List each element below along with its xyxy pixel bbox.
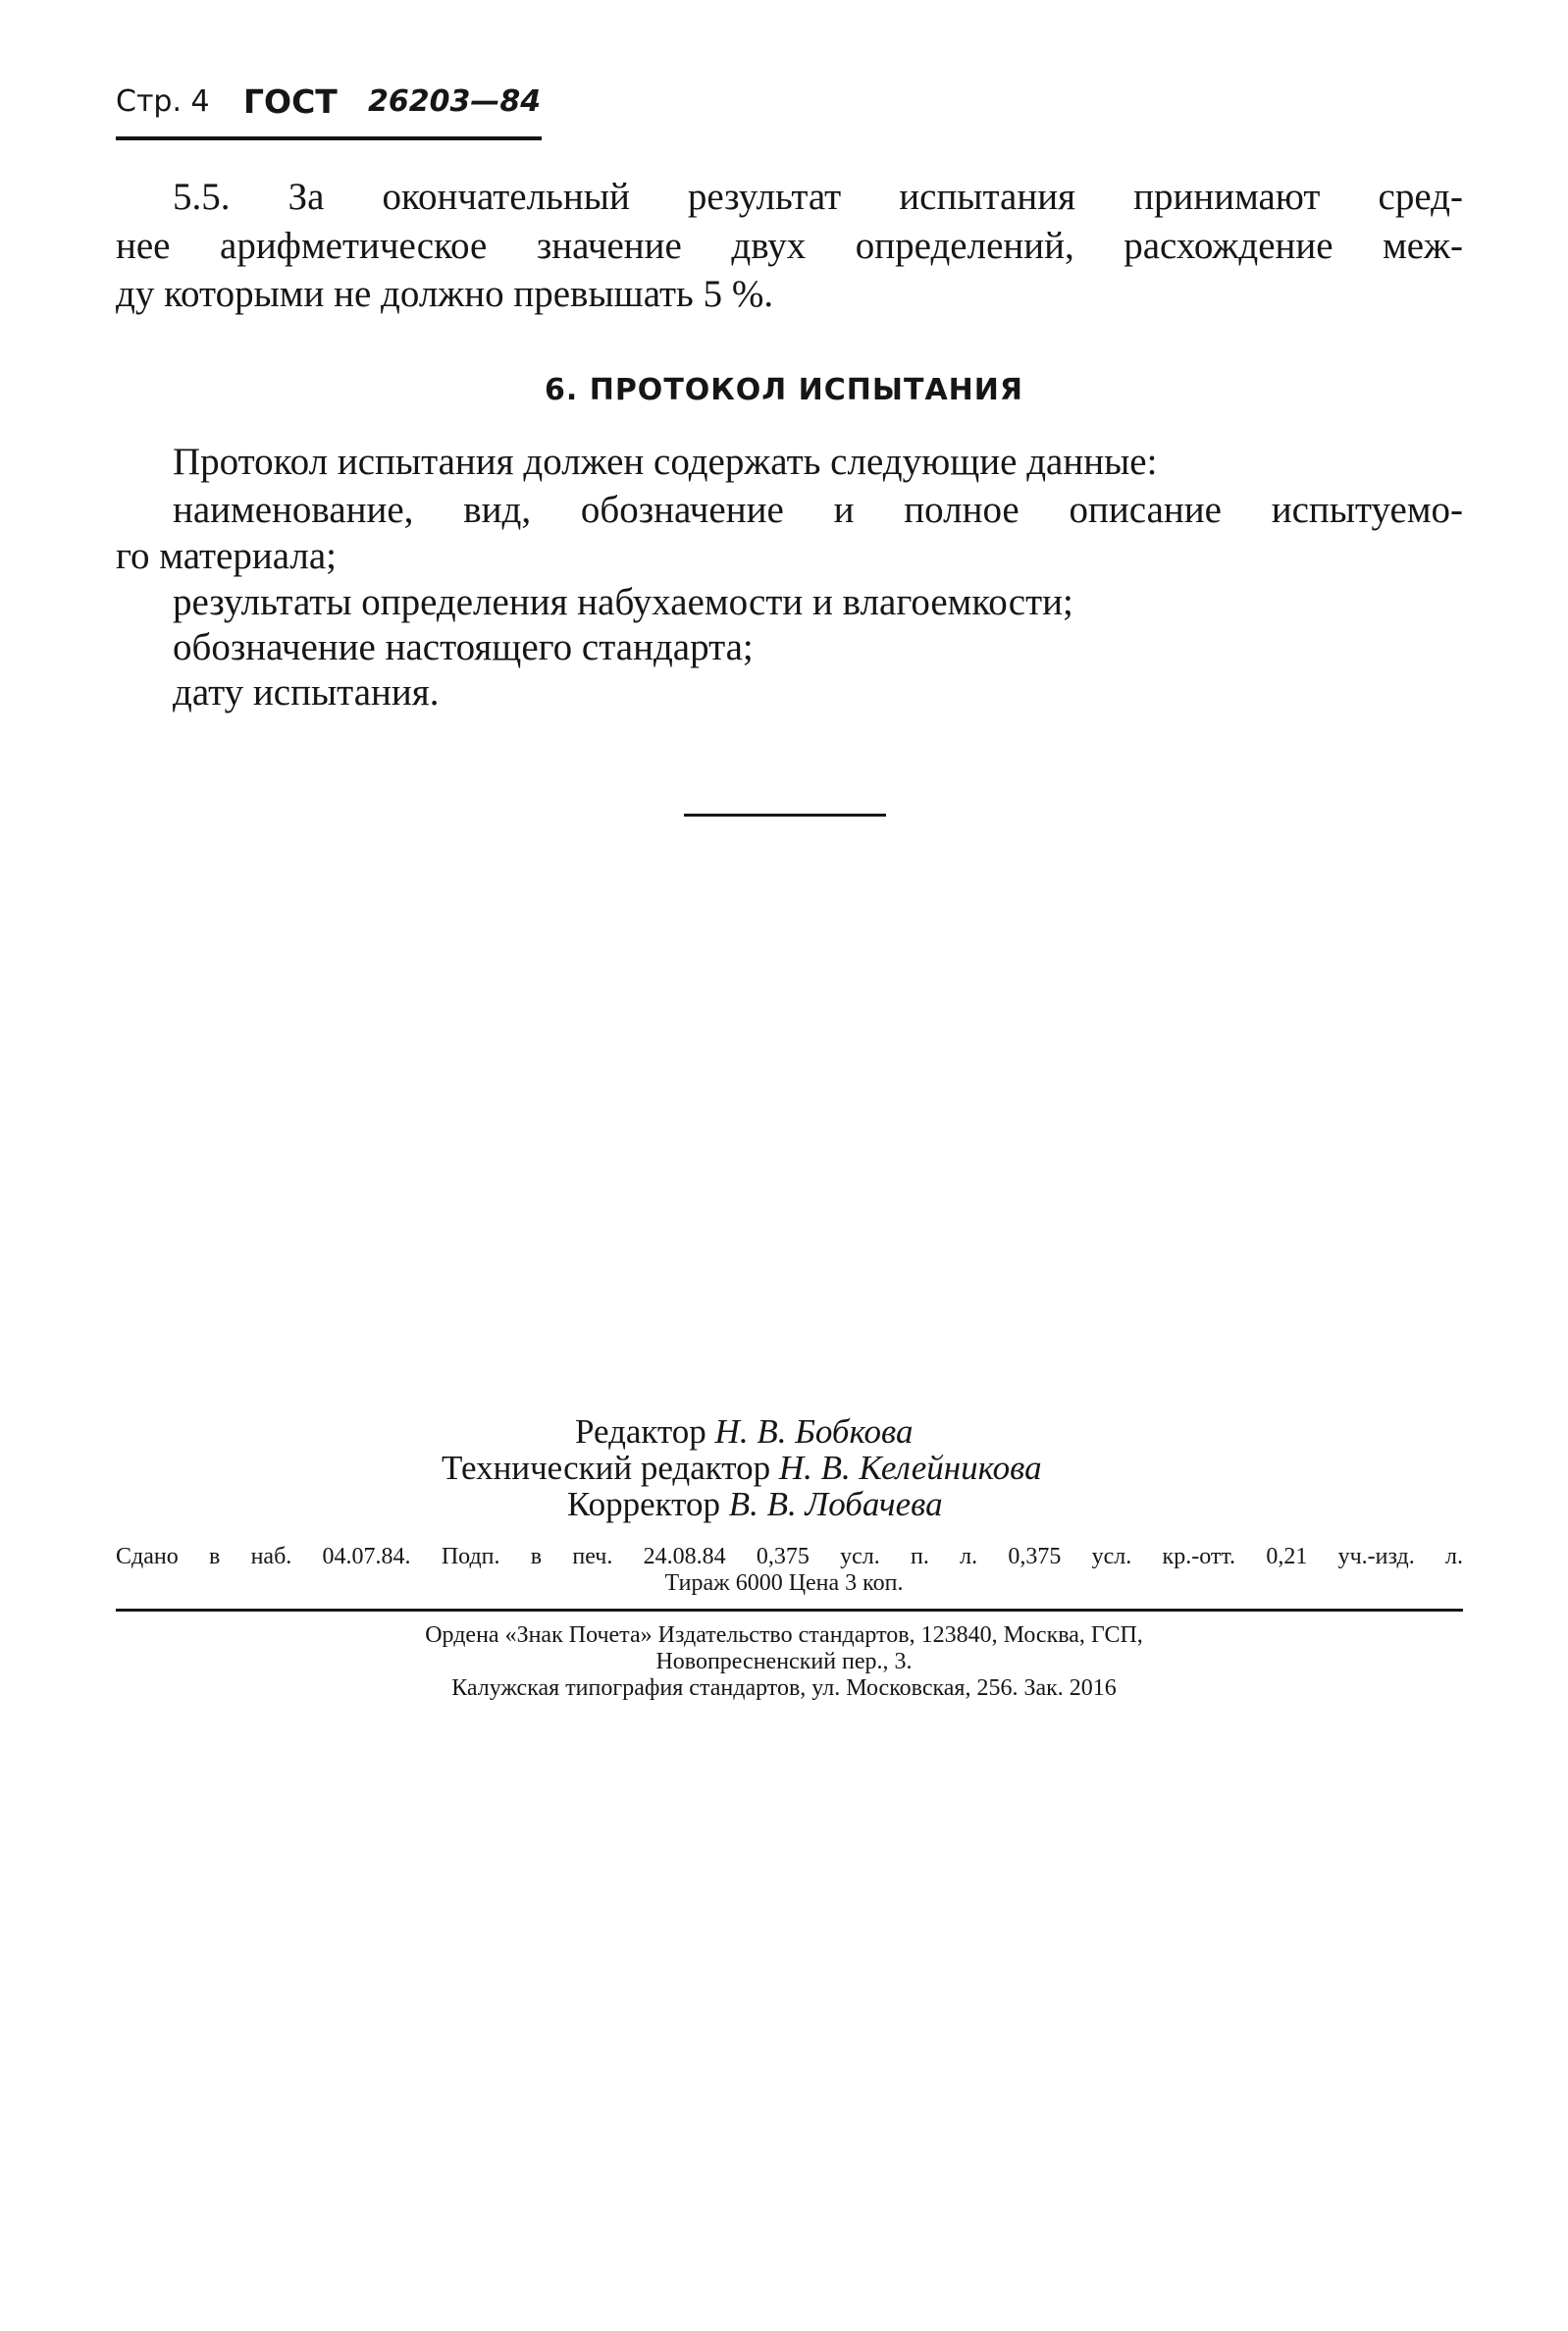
standard-number: 26203—84	[368, 84, 542, 119]
credit-person: В. В. Лобачева	[728, 1485, 943, 1523]
credit-role: Корректор	[567, 1485, 721, 1523]
imprint-publisher-line-2: Новопресненский пер., 3.	[655, 1649, 913, 1674]
clause-5-5-line-2: нее арифметическое значение двух определений, расхождение меж-	[116, 225, 1463, 267]
clause-5-5-line-3: ду которыми не должно превышать 5 %.	[116, 273, 774, 315]
header-rule	[116, 136, 542, 140]
imprint-publisher-line-1: Ордена «Знак Почета» Издательство стандартов, 123840, Москва, ГСП,	[425, 1622, 1143, 1648]
credit-editor	[575, 1413, 913, 1450]
protocol-item-4: дату испытания.	[173, 671, 440, 714]
protocol-item-1-line-2: го материала;	[116, 535, 337, 577]
standard-label: ГОСТ	[243, 82, 338, 121]
credit-role: Редактор	[575, 1412, 706, 1451]
clause-5-5-line-1: 5.5. За окончательный результат испытания принимают сред-	[173, 176, 1463, 218]
credit-role: Технический редактор	[442, 1449, 771, 1487]
credit-tech-editor	[442, 1450, 1042, 1486]
protocol-item-1-line-1: наименование, вид, обозначение и полное описание испытуемо-	[173, 489, 1463, 531]
imprint-rule	[116, 1609, 1463, 1612]
page-number: Стр. 4	[116, 84, 210, 119]
section-title: 6. ПРОТОКОЛ ИСПЫТАНИЯ	[545, 373, 1023, 407]
section-end-rule	[684, 814, 886, 817]
protocol-item-2: результаты определения набухаемости и влагоемкости;	[173, 581, 1073, 623]
credit-proofreader	[567, 1486, 943, 1522]
imprint-circulation: Тираж 6000 Цена 3 коп.	[664, 1570, 904, 1596]
imprint-printer: Калужская типография стандартов, ул. Московская, 256. Зак. 2016	[451, 1675, 1117, 1701]
credit-person: Н. В. Бобкова	[714, 1412, 914, 1451]
protocol-intro: Протокол испытания должен содержать следующие данные:	[173, 441, 1158, 483]
credit-person: Н. В. Келейникова	[778, 1449, 1042, 1487]
imprint-print-data: Сдано в наб. 04.07.84. Подп. в печ. 24.08.84 0,375 усл. п. л. 0,375 усл. кр.-отт. 0,21 уч.-изд. л.	[116, 1544, 1463, 1569]
protocol-item-3: обозначение настоящего стандарта;	[173, 626, 754, 668]
